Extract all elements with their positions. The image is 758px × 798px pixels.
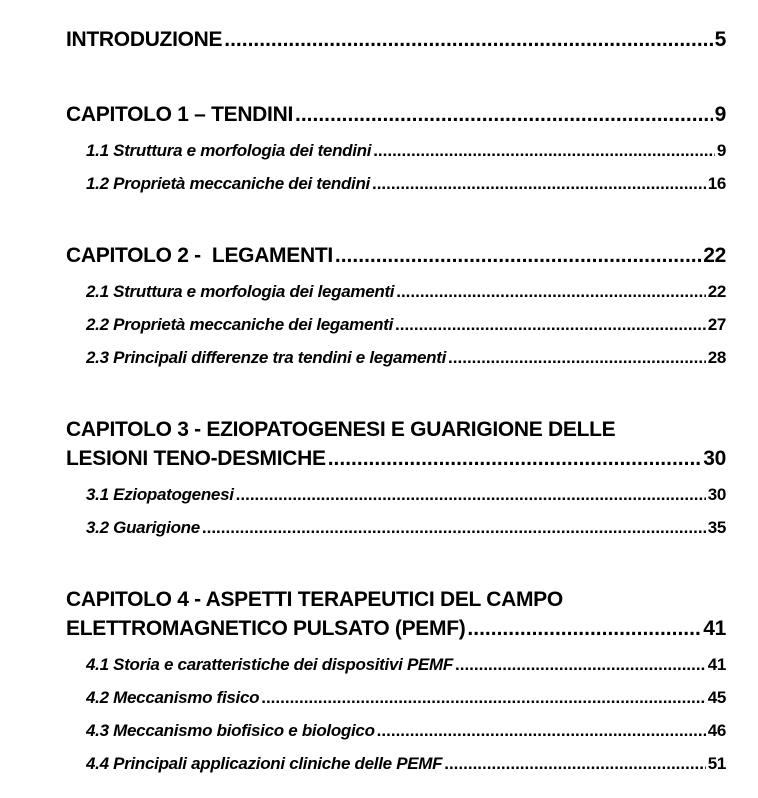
toc-entry-section-3-1[interactable] bbox=[86, 485, 726, 505]
dot-leader bbox=[467, 617, 701, 641]
dot-leader bbox=[448, 348, 706, 368]
toc-entry-title: CAPITOLO 2 - LEGAMENTI bbox=[66, 244, 333, 267]
toc-entry-title: 3.1 Eziopatogenesi bbox=[86, 485, 234, 504]
toc-entry-title: 2.3 Principali differenze tra tendini e legamenti bbox=[86, 348, 447, 367]
toc-entry-section-3-2[interactable] bbox=[86, 518, 726, 538]
toc-entry-title: LESIONI TENO-DESMICHE bbox=[66, 447, 326, 470]
toc-entry-page: 51 bbox=[707, 754, 726, 773]
toc-entry-page: 41 bbox=[703, 617, 726, 640]
dot-leader bbox=[455, 655, 706, 675]
toc-entry-page: 46 bbox=[707, 721, 726, 740]
dot-leader bbox=[224, 28, 712, 52]
toc-entry-section-4-3[interactable] bbox=[86, 721, 726, 741]
dot-leader bbox=[396, 282, 705, 302]
toc-entry-page: 30 bbox=[703, 447, 726, 470]
toc-entry-chapter-2[interactable] bbox=[66, 244, 726, 268]
dot-leader bbox=[335, 244, 701, 268]
toc-entry-page: 9 bbox=[716, 141, 726, 160]
toc-entry-title: ELETTROMAGNETICO PULSATO (PEMF) bbox=[66, 617, 466, 640]
dot-leader bbox=[295, 103, 713, 127]
toc-entry-page: 45 bbox=[707, 688, 726, 707]
toc-entry-page: 5 bbox=[714, 28, 726, 51]
toc-chapter-3-title-line1[interactable]: CAPITOLO 3 - EZIOPATOGENESI E GUARIGIONE DELLE bbox=[66, 418, 616, 441]
toc-entry-chapter-3[interactable] bbox=[66, 447, 726, 471]
toc-entry-title: 4.1 Storia e caratteristiche dei dispositivi PEMF bbox=[86, 655, 453, 674]
toc-chapter-4-title-line1[interactable]: CAPITOLO 4 - ASPETTI TERAPEUTICI DEL CAMPO bbox=[66, 588, 563, 611]
toc-entry-section-4-1[interactable] bbox=[86, 655, 726, 675]
toc-entry-section-2-3[interactable] bbox=[86, 348, 726, 368]
dot-leader bbox=[261, 688, 705, 708]
toc-entry-section-2-1[interactable] bbox=[86, 282, 726, 302]
toc-entry-page: 16 bbox=[707, 174, 726, 193]
toc-entry-page: 22 bbox=[707, 282, 726, 301]
dot-leader bbox=[444, 754, 705, 774]
toc-entry-title: INTRODUZIONE bbox=[66, 28, 223, 51]
toc-entry-section-4-2[interactable] bbox=[86, 688, 726, 708]
toc-entry-page: 28 bbox=[707, 348, 726, 367]
dot-leader bbox=[373, 141, 715, 161]
toc-entry-page: 9 bbox=[714, 103, 726, 126]
toc-entry-title: 4.2 Meccanismo fisico bbox=[86, 688, 260, 707]
toc-entry-section-2-2[interactable] bbox=[86, 315, 726, 335]
toc-entry-title: 1.2 Proprietà meccaniche dei tendini bbox=[86, 174, 370, 193]
dot-leader bbox=[202, 518, 706, 538]
toc-entry-page: 22 bbox=[703, 244, 726, 267]
toc-entry-title: CAPITOLO 1 – TENDINI bbox=[66, 103, 293, 126]
toc-entry-title: 2.1 Struttura e morfologia dei legamenti bbox=[86, 282, 395, 301]
toc-entry-section-1-2[interactable] bbox=[86, 174, 726, 194]
toc-entry-page: 30 bbox=[707, 485, 726, 504]
dot-leader bbox=[395, 315, 706, 335]
toc-entry-title: 4.3 Meccanismo biofisico e biologico bbox=[86, 721, 375, 740]
toc-entry-page: 27 bbox=[707, 315, 726, 334]
toc-entry-chapter-1[interactable] bbox=[66, 103, 726, 127]
dot-leader bbox=[328, 447, 702, 471]
toc-entry-chapter-4[interactable] bbox=[66, 617, 726, 641]
toc-entry-page: 41 bbox=[707, 655, 726, 674]
dot-leader bbox=[372, 174, 706, 194]
dot-leader bbox=[236, 485, 706, 505]
toc-entry-introduzione[interactable] bbox=[66, 28, 726, 52]
toc-entry-title: 1.1 Struttura e morfologia dei tendini bbox=[86, 141, 372, 160]
dot-leader bbox=[377, 721, 706, 741]
toc-entry-title: 4.4 Principali applicazioni cliniche delle PEMF bbox=[86, 754, 443, 773]
toc-entry-title: 3.2 Guarigione bbox=[86, 518, 200, 537]
toc-entry-title: 2.2 Proprietà meccaniche dei legamenti bbox=[86, 315, 394, 334]
toc-entry-section-1-1[interactable] bbox=[86, 141, 726, 161]
toc-entry-page: 35 bbox=[707, 518, 726, 537]
toc-entry-section-4-4[interactable] bbox=[86, 754, 726, 774]
